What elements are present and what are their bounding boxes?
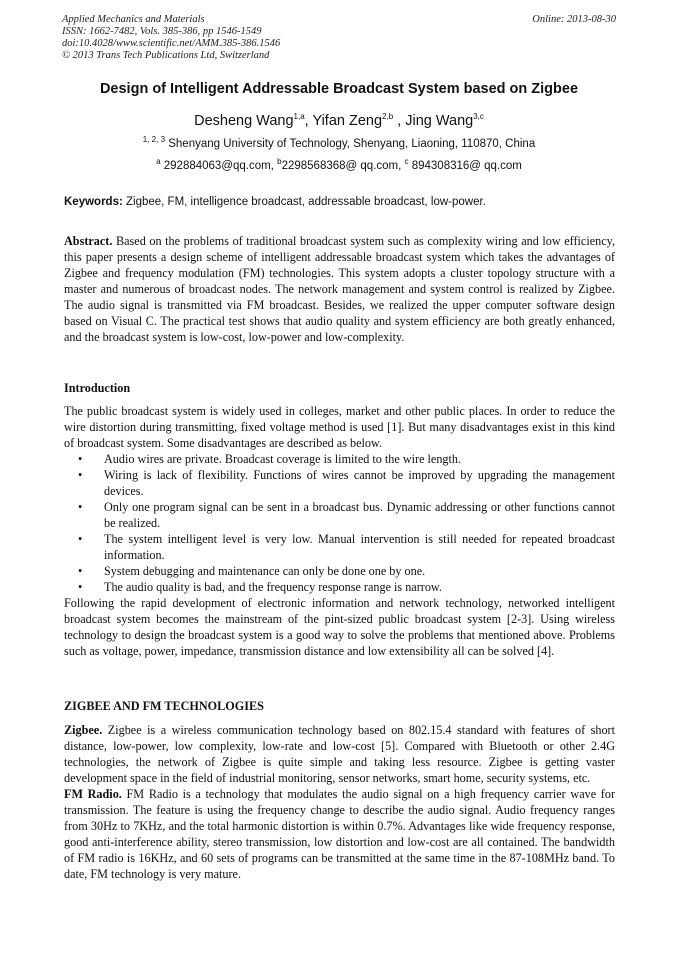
bullet-marker: • (78, 500, 83, 514)
journal-header (62, 14, 616, 62)
section-body (64, 722, 615, 882)
disadvantage-list (64, 451, 615, 595)
list-item-text: The system intelligent level is very low. Manual intervention is still needed for repeated broadcast information. (104, 532, 615, 562)
section-heading: ZIGBEE AND FM TECHNOLOGIES (64, 699, 264, 713)
author-name: Jing Wang (405, 113, 474, 129)
keywords-label: Keywords: (64, 196, 123, 208)
issn-line: ISSN: 1662-7482, Vols. 385-386, pp 1546-1549 (62, 26, 262, 37)
paper-title: Design of Intelligent Addressable Broadcast System based on Zigbee (99, 81, 579, 97)
online-date: Online: 2013-08-30 (532, 14, 616, 25)
author-list (0, 113, 678, 129)
bullet-marker: • (78, 564, 83, 578)
doi-line: doi:10.4028/www.scientific.net/AMM.385-386.1546 (62, 38, 281, 49)
list-item (64, 451, 615, 467)
introduction-heading: Introduction (64, 381, 131, 395)
zigbee-text: Zigbee is a wireless communication technology based on 802.15.4 standard with features of short distance, low-power, low complexity, low-rate and low-cost [5]. Compared with Bluetooth or other 2.4G technologies, the network of Zigbee is quite simple and taking less resource. Zigbee is getting vaster development space in the field of industrial monitoring, sensor networks, smart home, security systems, etc. (64, 723, 616, 785)
affiliation-sup: 1, 2, 3 (142, 135, 166, 145)
journal-name: Applied Mechanics and Materials (62, 14, 205, 25)
affiliation-text: Shenyang University of Technology, Shenyang, Liaoning, 110870, China (168, 138, 536, 150)
keywords-text: Zigbee, FM, intelligence broadcast, addressable broadcast, low-power. (126, 196, 486, 208)
bullet-marker: • (78, 452, 83, 466)
bullet-marker: • (78, 468, 83, 482)
abstract-block (64, 233, 615, 345)
author-name: Yifan Zeng (312, 113, 383, 129)
author-sup: 2,b (382, 112, 394, 122)
author-sup: 1,a (293, 112, 305, 122)
bullet-marker: • (78, 580, 83, 594)
list-item-text: Audio wires are private. Broadcast coverage is limited to the wire length. (104, 452, 462, 466)
fm-text: FM Radio is a technology that modulates the audio signal on a high frequency carrier wave for transmission. The feature is using the frequency change to describe the audio signal. Audio frequency ranges from 30Hz to 7KHz, and the total harmonic distortion is within 0.7%. Advantages like wide frequency response, good anti-interference ability, stereo transmission, low distortion and low-cost are all contained. The bandwidth of FM radio is 16KHz, and 60 sets of programs can be transmitted at the same time in the 87-108MHz band. To date, FM technology is very mature. (64, 787, 615, 881)
introduction-paragraph: The public broadcast system is widely used in colleges, market and other public places. In order to reduce the wire distortion during transmitting, fixed voltage method is used [1]. But many disadvantages exist in this kind of broadcast system. Some disadvantages are described as below. (64, 404, 615, 450)
email-address: 894308316@ qq.com (411, 160, 522, 172)
email-address: 292884063@qq.com, (163, 160, 274, 172)
affiliation (0, 135, 678, 150)
keywords (64, 196, 616, 208)
list-item (64, 467, 615, 499)
list-item (64, 531, 615, 563)
list-item (64, 563, 615, 579)
list-item-text: System debugging and maintenance can only be done one by one. (104, 564, 426, 578)
author-name: Desheng Wang (194, 113, 294, 129)
introduction-paragraph: Following the rapid development of electronic information and network technology, networked intelligent broadcast system becomes the mainstream of the pint-sized public broadcast system [2-3]. Using wireless technology to design the broadcast system is a good way to solve the problems that mentioned above. Problems such as voltage, power, impedance, transmission distance and low extensibility all can be solved [4]. (64, 596, 615, 658)
email-address: 2298568368@ qq.com, (281, 160, 402, 172)
bullet-marker: • (78, 532, 83, 546)
list-item-text: The audio quality is bad, and the frequency response range is narrow. (104, 580, 442, 594)
author-separator: , (393, 113, 406, 129)
list-item (64, 579, 615, 595)
email-sup: b (277, 157, 282, 167)
list-item-text: Wiring is lack of flexibility. Functions of wires cannot be improved by upgrading the management devices. (104, 468, 615, 498)
copyright-line: © 2013 Trans Tech Publications Ltd, Switzerland (62, 50, 270, 61)
author-sup: 3,c (473, 112, 484, 122)
email-sup: c (404, 157, 409, 167)
abstract-label: Abstract. (64, 234, 113, 248)
email-sup: a (156, 157, 161, 167)
abstract-text: Based on the problems of traditional broadcast system such as complexity wiring and low efficiency, this paper presents a design scheme of intelligent addressable broadcast system which takes the advantages of Zigbee and frequency modulation (FM) technologies. This system adopts a cluster topology structure with a master and numerous of broadcast nodes. The network management and system control is realized by Zigbee. The audio signal is transmitted via FM broadcast. Besides, we realized the upper computer software design based on Visual C. The practical test shows that audio quality and system efficiency are both greatly enhanced, and the broadcast system is low-cost, low-power and low-complexity. (64, 234, 615, 344)
author-emails (0, 157, 678, 172)
introduction-body (64, 403, 615, 659)
author-separator: , (304, 113, 313, 129)
zigbee-label: Zigbee. (64, 723, 103, 737)
list-item-text: Only one program signal can be sent in a broadcast bus. Dynamic addressing or other functions cannot be realized. (104, 500, 615, 530)
fm-label: FM Radio. (64, 787, 122, 801)
list-item (64, 499, 615, 531)
